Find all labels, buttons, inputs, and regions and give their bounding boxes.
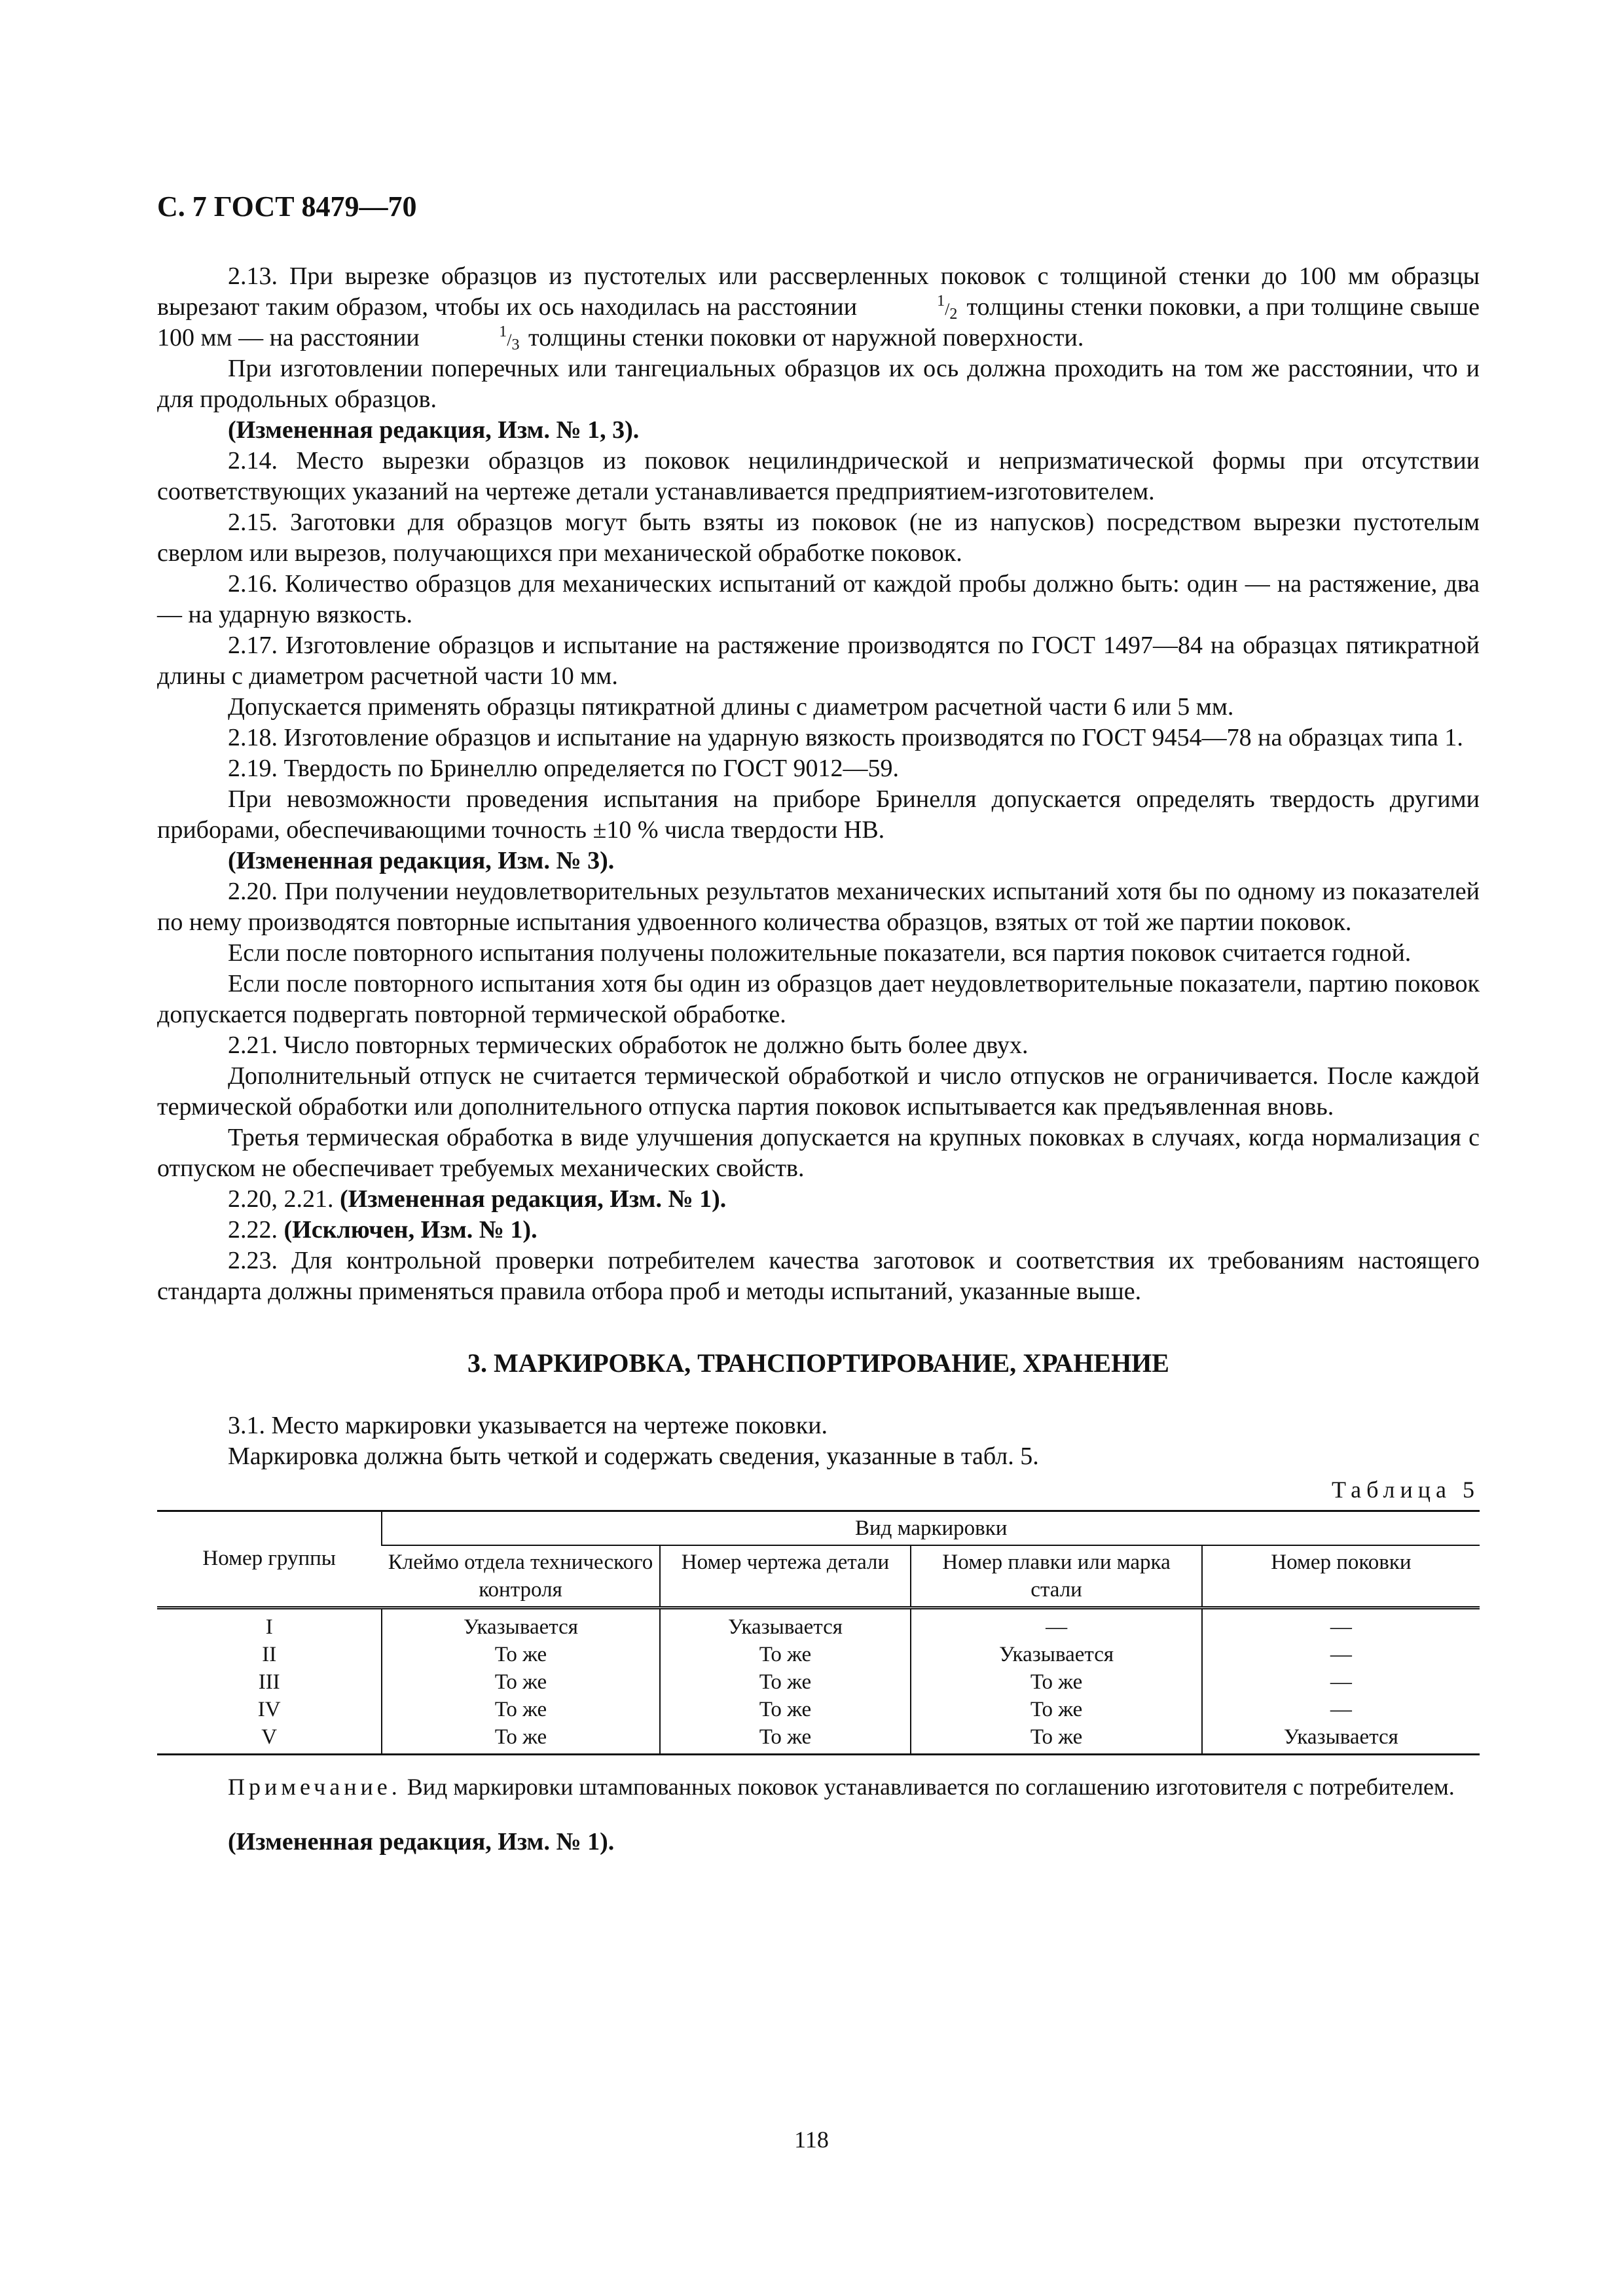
paragraph-2-17-2: Допускается применять образцы пятикратной длины с диаметром расчетной части 6 или 5 мм. (228, 692, 1234, 721)
table-cell: То же (660, 1723, 911, 1755)
fraction-numerator: 1 (937, 292, 945, 310)
table-row (157, 1696, 1480, 1723)
paragraph-2-17: 2.17. Изготовление образцов и испытание на растяжение производятся по ГОСТ 1497—84 на образцах пятикратной длины с диаметром расчетной части 10 мм. (157, 631, 1480, 690)
paragraph-2-20-3: Если после повторного испытания хотя бы один из образцов дает неудовлетворительные показатели, партию поковок допускается подвергать повторной термической обработке. (157, 969, 1480, 1028)
text-fragment: толщины стенки поковки от наружной поверхности. (528, 323, 1084, 351)
text-fragment: 2.20, 2.21. (228, 1185, 334, 1213)
paragraph-2-14: 2.14. Место вырезки образцов из поковок нецилиндрической и непризматической формы при отсутствии соответствующих указаний на чертеже детали устанавливается предприятием-изготовителем. (157, 446, 1480, 505)
table-cell: I (265, 1615, 273, 1639)
fraction-one-third: $^1/_3$ (499, 323, 520, 353)
table-cell: То же (382, 1641, 659, 1668)
section-3-title: 3. МАРКИРОВКА, ТРАНСПОРТИРОВАНИЕ, ХРАНЕНИЕ (467, 1348, 1169, 1378)
table-cell: Указывается (660, 1607, 911, 1641)
table-cell: То же (660, 1641, 911, 1668)
paragraph-2-16: 2.16. Количество образцов для механических испытаний от каждой пробы должно быть: один — на растяжение, два — на ударную вязкость. (157, 569, 1480, 628)
table-cell: То же (911, 1668, 1201, 1696)
table-cell: То же (382, 1668, 659, 1696)
table-cell: Указывается (1202, 1723, 1480, 1755)
paragraph-2-20-2: Если после повторного испытания получены положительные показатели, вся партия поковок считается годной. (228, 939, 1412, 967)
fraction-numerator: 1 (499, 323, 507, 340)
table-cell: То же (911, 1696, 1201, 1723)
paragraph-2-20: 2.20. При получении неудовлетворительных результатов механических испытаний хотя бы по одному из показателей по нему производятся повторные испытания удвоенного количества образцов, взятых от той же партии поковок. (157, 877, 1480, 936)
edit-note-1: (Измененная редакция, Изм. № 1). (340, 1185, 727, 1213)
paragraph-2-19-2: При невозможности проведения испытания на приборе Бринелля допускается определять твердость другими приборами, обеспечивающими точность ±10 % числа твердости НВ. (157, 785, 1480, 844)
document-page (157, 190, 1480, 1856)
table-cell: То же (382, 1696, 659, 1723)
header-marking-type: Вид маркировки (382, 1511, 1480, 1545)
paragraph-2-13-2: При изготовлении поперечных или тангециальных образцов их ось должна проходить на том же расстоянии, что и для продольных образцов. (157, 354, 1480, 413)
table-note (157, 1772, 1480, 1801)
header-group-number: Номер группы (157, 1511, 382, 1607)
table-cell: То же (911, 1723, 1201, 1755)
table-cell: — (1202, 1668, 1480, 1696)
paragraph-3-1-2: Маркировка должна быть четкой и содержать сведения, указанные в табл. 5. (228, 1442, 1039, 1470)
table-row (157, 1668, 1480, 1696)
header-melt-number: Номер плавки или марка стали (911, 1545, 1201, 1608)
section-3-body (157, 1410, 1480, 1472)
paragraph-2-19: 2.19. Твердость по Бринеллю определяется по ГОСТ 9012—59. (228, 754, 899, 782)
paragraph-3-1: 3.1. Место маркировки указывается на чертеже поковки. (228, 1411, 828, 1439)
text-fragment: 2.22. (228, 1215, 278, 1244)
fraction-denominator: 3 (511, 336, 520, 353)
table-cell: II (262, 1642, 277, 1666)
paragraph-2-15: 2.15. Заготовки для образцов могут быть взяты из поковок (не из напусков) посредством вырезки пустотелым сверлом или вырезов, получающихся при механической обработке поковок. (157, 508, 1480, 567)
text-fragment: 2.13. При вырезке образцов из пустотелых или рассверленных поковок с толщиной стенки до 100 мм образцы вырезают таким образом, чтобы их ось находилась на расстоянии (157, 262, 1480, 321)
edit-note-3: (Измененная редакция, Изм. № 3). (228, 846, 615, 874)
paragraph-2-21-2: Дополнительный отпуск не считается термической обработкой и число отпусков не ограничивается. После каждой термической обработки или дополнительного отпуска партия поковок испытывается как предъявленная вновь. (157, 1062, 1480, 1121)
paragraph-2-22 (157, 1215, 1480, 1246)
table-cell: V (157, 1723, 382, 1755)
table-cell: — (911, 1607, 1201, 1641)
fraction-denominator: 2 (949, 305, 958, 323)
table-cell: — (1202, 1641, 1480, 1668)
table-cell: — (1202, 1696, 1480, 1723)
final-edit-note: (Измененная редакция, Изм. № 1). (228, 1827, 615, 1856)
edit-note-1-3: (Измененная редакция, Изм. № 1, 3). (228, 416, 640, 444)
header-otk-stamp: Клеймо отдела технического контроля (382, 1545, 659, 1608)
note-label: Примечание. (228, 1773, 401, 1800)
excluded-note: (Исключен, Изм. № 1). (283, 1215, 538, 1244)
page-header: С. 7 ГОСТ 8479—70 (157, 190, 417, 223)
table-row (157, 1641, 1480, 1668)
header-drawing-number: Номер чертежа детали (660, 1545, 911, 1608)
page-number: 118 (794, 2126, 829, 2153)
table-cell: Указывается (911, 1641, 1201, 1668)
paragraph-2-23: 2.23. Для контрольной проверки потребителем качества заготовок и соответствия их требованиям настоящего стандарта должны применяться правила отбора проб и методы испытаний, указанные выше. (157, 1246, 1480, 1305)
table-cell: То же (382, 1723, 659, 1755)
table-caption: Таблица 5 (1332, 1476, 1480, 1503)
table-cell: То же (660, 1668, 911, 1696)
table-cell: То же (660, 1696, 911, 1723)
marking-table (157, 1510, 1480, 1755)
section-2-body (157, 261, 1480, 1307)
paragraph-2-20-2-21-edit (157, 1184, 1480, 1215)
table-row (157, 1607, 1480, 1641)
table-row (157, 1723, 1480, 1755)
table-cell: III (258, 1670, 280, 1694)
paragraph-2-13 (157, 261, 1480, 353)
fraction-one-half: $^1/_2$ (937, 292, 958, 323)
table-cell: IV (257, 1697, 281, 1721)
note-text: Вид маркировки штампованных поковок устанавливается по соглашению изготовителя с потребителем. (407, 1773, 1455, 1800)
header-forging-number: Номер поковки (1202, 1545, 1480, 1608)
text-fragment: толщины стенки поковки, а при толщине свыше 100 мм — на расстоянии (157, 293, 1480, 351)
paragraph-2-18: 2.18. Изготовление образцов и испытание на ударную вязкость производятся по ГОСТ 9454—78 на образцах типа 1. (228, 723, 1463, 751)
paragraph-2-21: 2.21. Число повторных термических обработок не должно быть более двух. (228, 1031, 1029, 1059)
paragraph-2-21-3: Третья термическая обработка в виде улучшения допускается на крупных поковках в случаях, когда нормализация с отпуском не обеспечивает требуемых механических свойств. (157, 1123, 1480, 1182)
table-cell: Указывается (382, 1607, 659, 1641)
table-cell: — (1202, 1607, 1480, 1641)
